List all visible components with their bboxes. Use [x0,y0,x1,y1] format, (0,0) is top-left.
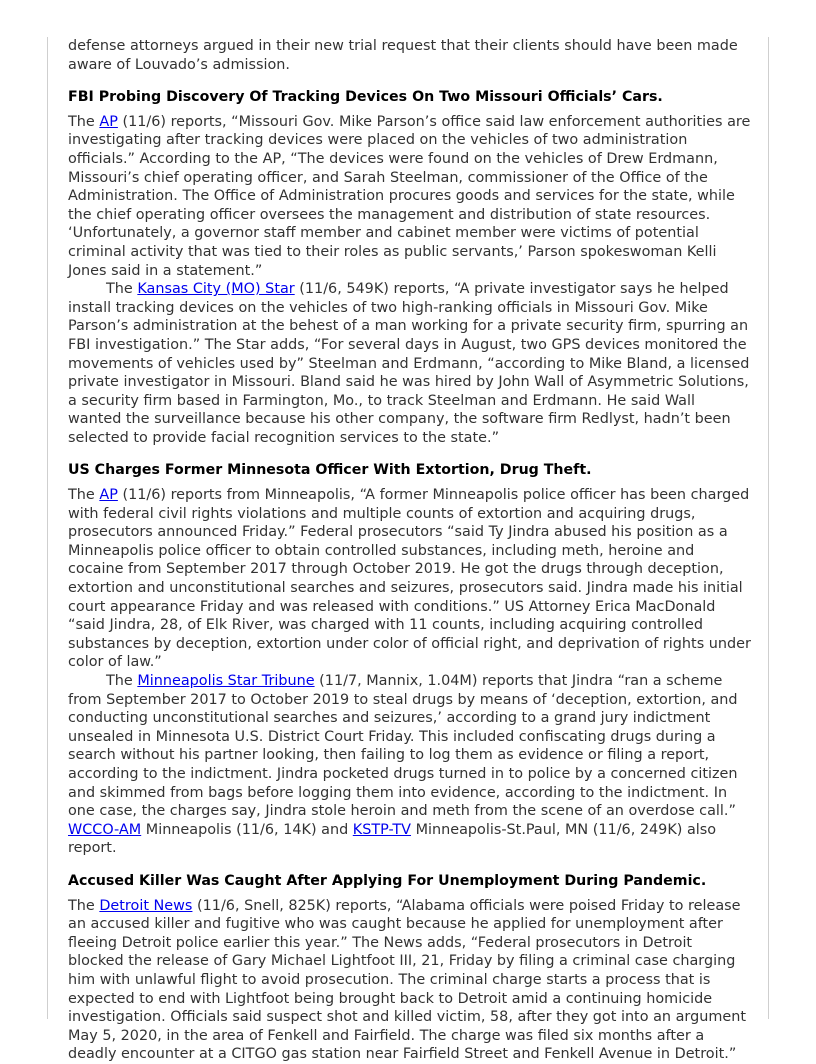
ap-link[interactable]: AP [99,487,118,504]
star-tribune-link[interactable]: Minneapolis Star Tribune [137,673,315,689]
article-1-paragraph-1: The AP (11/6) reports, “Missouri Gov. Mike Parson’s office said law enforcement authorities are investigating after tracking devices were placed on the vehicles of two administration officials.” According to the AP, “The devices were found on the vehicles of Drew Erdmann, Missouri’s chief operating officer, and Sarah Steelman, commissioner of the Office of the Administration. The Office of Administration procures goods and services for the state, while the chief operating officer oversees the management and distribution of state resources. ‘Unfortunately, a governor staff member and cabinet member were victims of potential criminal activity that was tied to their roles as public servants,’ Parson spokeswoman Kelli Jones said in a statement.” [68,113,751,279]
ap-link[interactable]: AP [99,113,118,130]
right-margin-rule [768,37,769,1019]
document-body [68,37,751,1064]
kstp-tv-link[interactable]: KSTP-TV [352,821,412,838]
article-3-headline: Accused Killer Was Caught After Applying For Unemployment During Pandemic. [68,872,707,889]
left-margin-rule [47,37,48,1019]
article-1-headline: FBI Probing Discovery Of Tracking Devices On Two Missouri Officials’ Cars. [68,89,663,106]
article-2-headline: US Charges Former Minnesota Officer With Extortion, Drug Theft. [68,462,592,479]
continuation-paragraph: defense attorneys argued in their new trial request that their clients should have been made aware of Louvado’s admission. [68,38,738,73]
article-2-paragraph-1: The AP (11/6) reports from Minneapolis, “A former Minneapolis police officer has been charged with federal civil rights violations and multiple counts of extortion and acquiring drugs, prosecutors announced Friday.” Federal prosecutors “said Ty Jindra abused his position as a Minneapolis police officer to obtain controlled substances, including meth, heroine and cocaine from September 2017 through October 2019. He got the drugs through deception, extortion and unconstitutional searches and seizures, prosecutors said. Jindra made his initial court appearance Friday and was released with conditions.” US Attorney Erica MacDonald “said Jindra, 28, of Elk River, was charged with 11 counts, including acquiring controlled substances by deception, extortion under color of official right, and deprivation of rights under color of law.” [68,487,751,671]
article-3-paragraph-1: The Detroit News (11/6, Snell, 825K) reports, “Alabama officials were poised Friday to release an accused killer and fugitive who was caught because he applied for unemployment after fleeing Detroit police earlier this year.” The News adds, “Federal prosecutors in Detroit blocked the release of Gary Michael Lightfoot III, 21, Friday by filing a criminal case charging him with unlawful flight to avoid prosecution. The criminal charge starts a process that is expected to end with Lightfoot being brought back to Detroit amid a continuing homicide investigation. Officials said suspect shot and killed victim, 58, after they got into an argument May 5, 2020, in the area of Fenkell and Fairfield. The charge was filed six months after a deadly encounter at a CITGO gas station near Fairfield Street and Fenkell Avenue in Detroit.” [68,897,746,1063]
kansas-city-star-link[interactable]: Kansas City (MO) Star [137,281,295,298]
detroit-news-link[interactable]: Detroit News [99,897,193,914]
article-1-paragraph-2: The Kansas City (MO) Star (11/6, 549K) reports, “A private investigator says he helped install tracking devices on the vehicles of two high-ranking officials in Missouri Gov. Mike Parson’s administration at the behest of a man working for a private security firm, spurring an FBI investigation.” The Star adds, “For several days in August, two GPS devices monitored the movements of vehicles used by” Steelman and Erdmann, “according to Mike Bland, a licensed private investigator in Missouri. Bland said he was hired by John Wall of Asymmetric Solutions, a security firm based in Farmington, Mo., to track Steelman and Erdmann. He said Wall wanted the surveillance because his other company, the software firm Redlyst, hadn’t been selected to provide facial recognition services to the state.” [68,281,750,446]
wcco-am-link[interactable]: WCCO-AM [68,821,142,838]
article-2-paragraph-2: The Minneapolis Star Tribune (11/7, Mannix, 1.04M) reports that Jindra “ran a scheme from September 2017 to October 2019 to steal drugs by means of ‘deception, extortion, and conducting unconstitutional searches and seizures,’ according to a grand jury indictment unsealed in Minnesota U.S. District Court Friday. This included confiscating drugs during a search without his partner looking, then failing to log them as evidence or filing a report, according to the indictment. Jindra pocketed drugs turned in to police by a concerned citizen and skimmed from bags before logging them into evidence, according to the indictment. In one case, the charges say, Jindra stole heroin and meth from the scene of an overdose call.” WCCO-AM Minneapolis (11/6, 14K) and KSTP-TV Minneapolis-St.Paul, MN (11/6, 249K) also report. [68,673,738,857]
